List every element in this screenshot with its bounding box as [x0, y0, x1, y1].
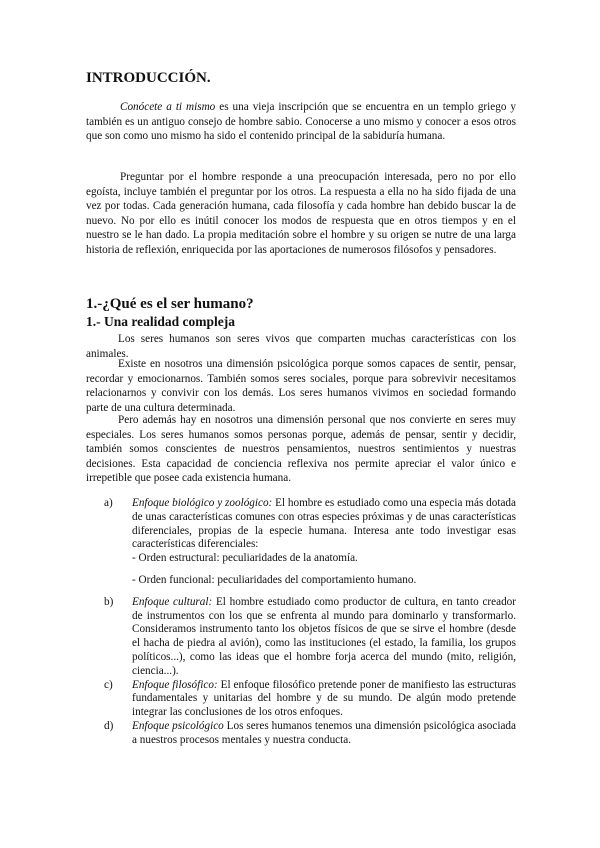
list-sub-item: - Orden funcional: peculiaridades del comportamiento humano. [132, 573, 417, 586]
list-marker: c) [104, 678, 113, 691]
list-item-text: El hombre estudiado como productor de cultura, en tanto creador de instrumentos con los que se enfrenta al mundo para dominarlo y transformarlo. Consideramos instrumento tanto los objetos físicos de que se sirve el hombre (desde el hacha de piedra al avión), como las instituciones (el estado, la familia, los grupos políticos...), como las ideas que el hombre forja acerca del mundo (mito, religión, ciencia...). [132, 595, 516, 677]
list-marker: b) [104, 595, 114, 608]
intro-paragraph-1-text: es una vieja inscripción que se encuentra en un templo griego y también es un antiguo consejo de hombre sabio. Conocerse a uno mismo y conocer a esos otros que son como uno mismo ha sido el contenido principal de la sabiduría humana. [86, 101, 516, 143]
list-item [104, 719, 516, 748]
intro-paragraph-1 [86, 100, 516, 144]
body-paragraph-2: Existe en nosotros una dimensión psicológica porque somos capaces de sentir, pensar, recordar y emocionarnos. También somos seres sociales, porque para sobrevivir necesitamos relacionarnos y convivir con los demás. Los seres humanos vivimos en sociedad formando parte de una cultura determinada. [86, 358, 516, 414]
section-heading: 1.-¿Qué es el ser humano? [86, 296, 254, 312]
list-item-label: Enfoque filosófico: [132, 678, 218, 691]
list-item [104, 497, 516, 588]
page-title: INTRODUCCIÓN. [86, 70, 211, 86]
list-item-text: Los seres humanos tenemos una dimensión psicológica asociada a nuestros procesos mentales y nuestra conducta. [132, 719, 516, 746]
list-item-text: El enfoque filosófico pretende poner de manifiesto las estructuras fundamentales y unitarias del hombre y de su mundo. De algún modo pretende integrar las conclusiones de los otros enfoques. [132, 678, 516, 719]
intro-paragraph-2: Preguntar por el hombre responde a una preocupación interesada, pero no por ello egoísta, incluye también el preguntar por los otros. La respuesta a ella no ha sido fijada de una vez por todas. Cada generación humana, cada filosofía y cada hombre han debido buscar la de nuevo. No por ello es inútil conocer los modos de respuesta que en otros tiempos y en el nuestro se le han dado. La propia meditación sobre el hombre y su origen se nutre de una larga historia de reflexión, enriquecida por las aportaciones de numerosos filósofos y pensadores. [86, 171, 516, 256]
list-item-label: Enfoque psicológico [132, 719, 224, 732]
list-item-label: Enfoque cultural: [132, 595, 213, 608]
list-marker: d) [104, 719, 114, 732]
list-item [104, 678, 516, 720]
list-marker: a) [104, 497, 113, 509]
approaches-list [104, 497, 516, 748]
body-paragraph-1: Los seres humanos son seres vivos que comparten muchas características con los animales. [86, 333, 516, 360]
list-sub-item: - Orden estructural: peculiaridades de la anatomía. [132, 552, 358, 565]
list-item [104, 595, 516, 679]
list-item-label: Enfoque biológico y zoológico: [132, 497, 273, 509]
body-paragraph-3: Pero además hay en nosotros una dimensión personal que nos convierte en seres muy especiales. Los seres humanos somos personas porque, además de pensar, sentir y decidir, también somos conscientes de nuestros pensamientos, nuestros sentimientos y nuestras decisiones. Esta capacidad de conciencia reflexiva nos permite apreciar el valor único e irrepetible que posee cada existencia humana. [86, 414, 516, 485]
intro-quote: Conócete a ti mismo [120, 101, 216, 113]
list-item-text: El hombre es estudiado como una especia más dotada de unas características comunes con otras especies próximas y de unas características diferenciales, propias de la especie humana. Interesa ante todo investigar esas características diferenciales: [132, 497, 516, 551]
subsection-heading: 1.- Una realidad compleja [86, 314, 235, 329]
